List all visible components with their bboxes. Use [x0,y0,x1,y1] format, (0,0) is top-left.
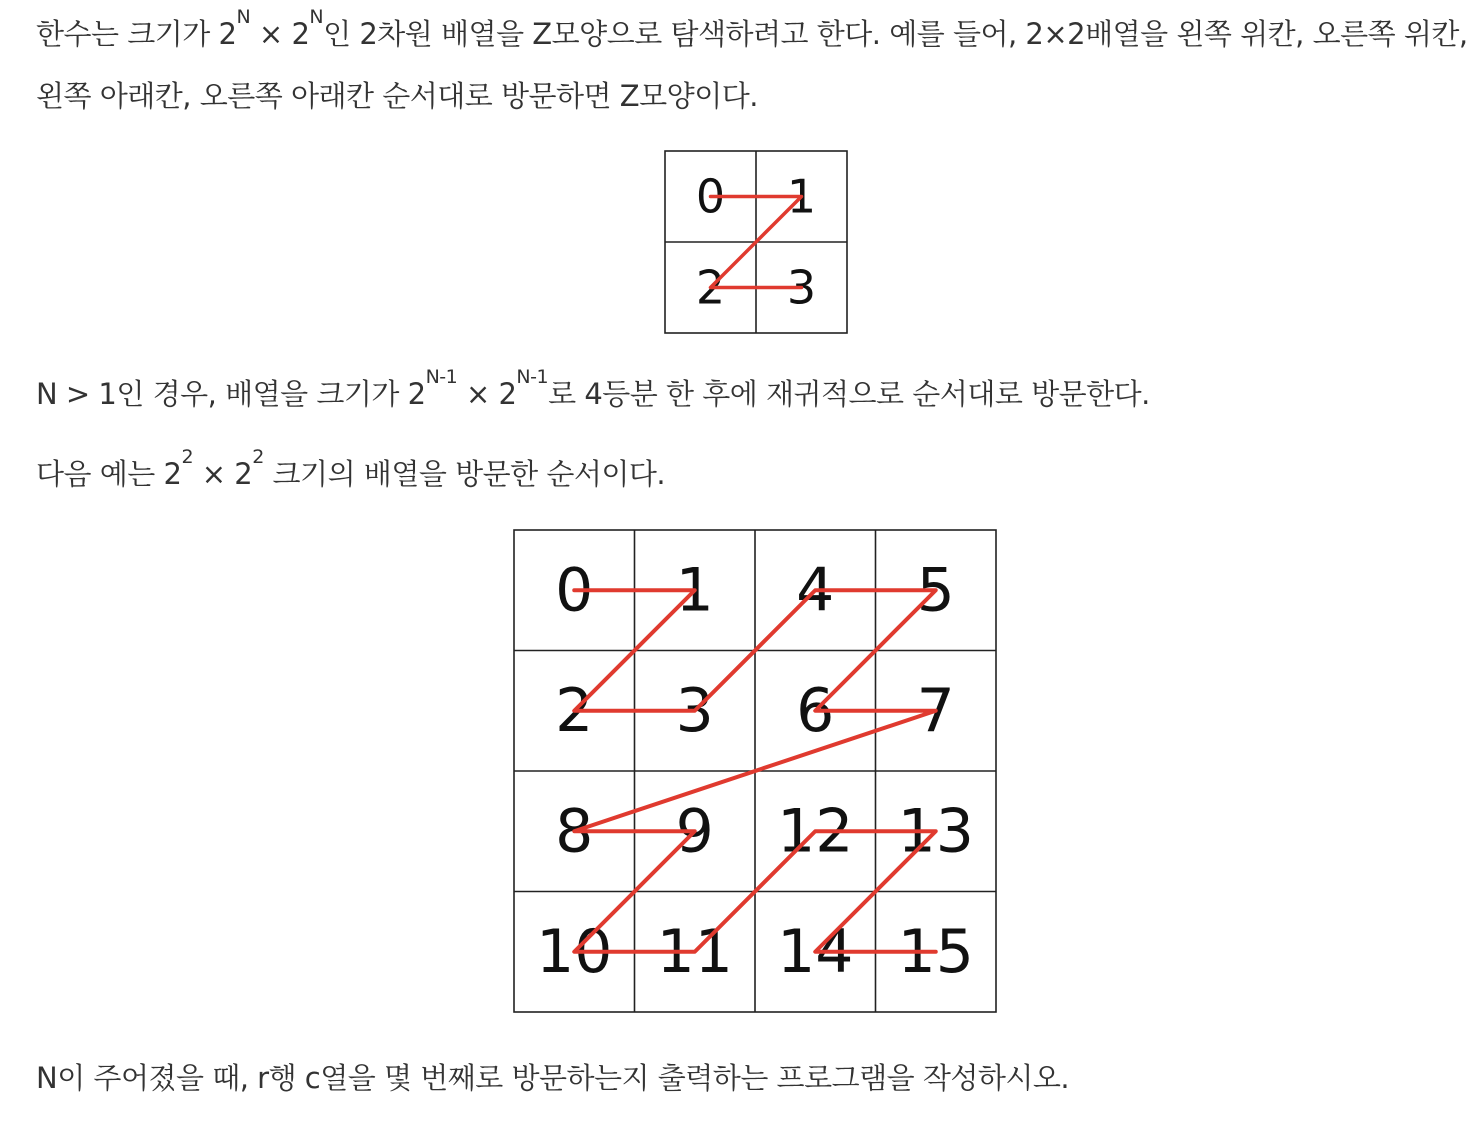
intro-sup-1: N [236,6,251,28]
large-cell-label: 6 [796,675,835,746]
large-cell-label: 7 [916,675,955,746]
recursion-text-a: N > 1인 경우, 배열을 크기가 2 [36,377,426,411]
large-cell-label: 4 [796,555,835,626]
z-order-figure-4x4 [513,529,997,1013]
intro-text-b: × 2 [250,17,310,51]
example-text-c: 크기의 배열을 방문한 순서이다. [263,457,666,491]
large-cell-label: 14 [777,916,854,987]
intro-paragraph-line1 [36,6,1468,53]
intro-text-c: 인 2차원 배열을 Z모양으로 탐색하려고 한다. 예를 들어, 2×2배열을 왼쪽 위칸, 오른쪽 위칸, [323,17,1468,51]
intro-text-a: 한수는 크기가 2 [36,17,237,51]
recursion-paragraph [36,366,1150,413]
large-cell-label: 10 [536,916,613,987]
small-cell-label: 2 [695,260,726,315]
recursion-sup-2: N-1 [516,366,549,388]
large-cell-label: 12 [777,796,854,867]
example-sup-1: 2 [181,446,194,468]
large-cell-label: 3 [675,675,714,746]
large-cell-label: 9 [675,796,714,867]
large-cell-label: 2 [555,675,594,746]
recursion-text-b: × 2 [457,377,517,411]
task-paragraph: N이 주어졌을 때, r행 c열을 몇 번째로 방문하는지 출력하는 프로그램을 작성하시오. [36,1061,1070,1095]
example-text-a: 다음 예는 2 [36,457,182,491]
small-cell-label: 0 [695,169,726,224]
example-text-b: × 2 [193,457,253,491]
large-cell-label: 8 [555,796,594,867]
example-sup-2: 2 [252,446,264,468]
large-cell-label: 11 [656,916,733,987]
small-cell-label: 1 [786,169,817,224]
z-order-figure-2x2 [664,150,848,334]
large-cell-label: 15 [897,916,974,987]
large-cell-label: 5 [916,555,955,626]
large-cell-label: 0 [555,555,594,626]
recursion-text-c: 로 4등분 한 후에 재귀적으로 순서대로 방문한다. [548,377,1150,411]
small-cell-label: 3 [786,260,817,315]
recursion-sup-1: N-1 [425,366,458,388]
intro-paragraph-line2: 왼쪽 아래칸, 오른쪽 아래칸 순서대로 방문하면 Z모양이다. [36,79,758,113]
large-cell-label: 1 [675,555,714,626]
example-paragraph [36,446,666,493]
intro-sup-2: N [309,6,324,28]
large-cell-label: 13 [897,796,974,867]
